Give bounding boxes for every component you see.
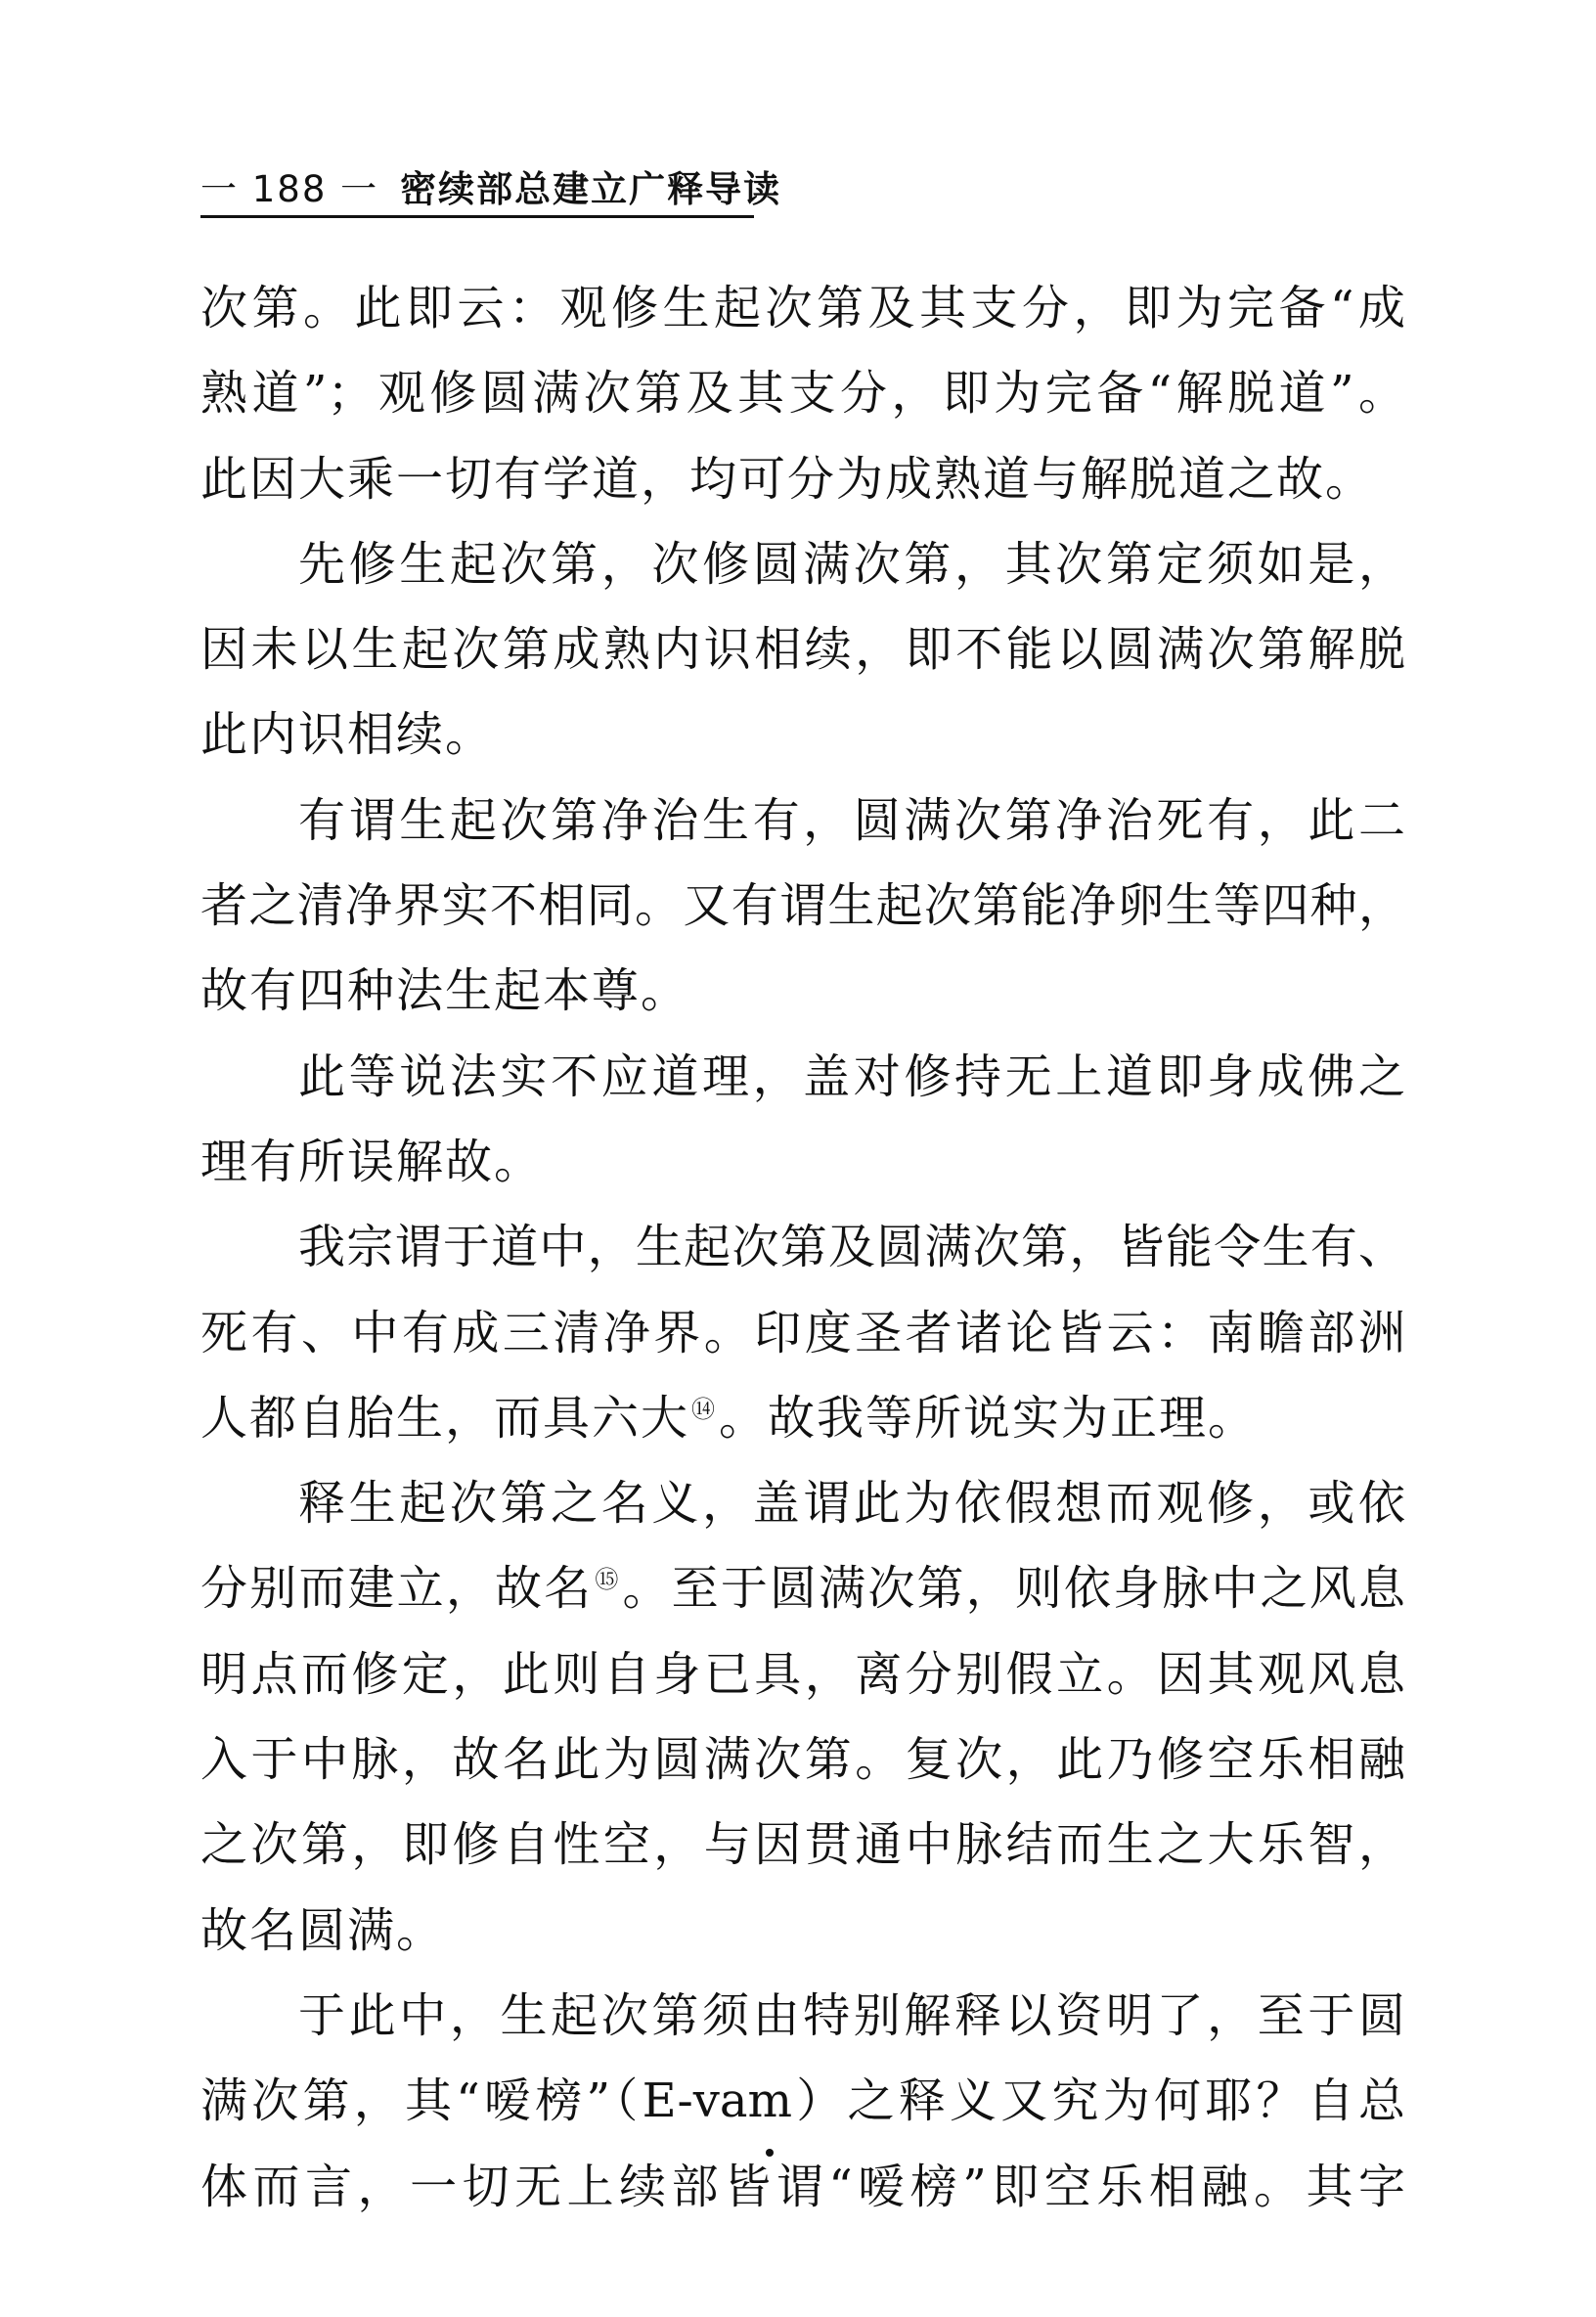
text-line: 者之清净界实不相同。又有谓生起次第能净卵生等四种， (200, 878, 1405, 934)
text-line: 我宗谓于道中，生起次第及圆满次第，皆能令生有、 (298, 1220, 1405, 1275)
text-line: 理有所误解故。 (200, 1134, 544, 1189)
text-segment: ）之释义又究为何耶？自总 (791, 2073, 1405, 2129)
text-line: 次第。此即云：观修生起次第及其支分，即为完备“成 (200, 281, 1405, 335)
dotted-letter: m (747, 2059, 792, 2144)
text-line (200, 1546, 1405, 1631)
text-line: 明点而修定，此则自身已具，离分别假立。因其观风息 (200, 1646, 1405, 1702)
book-title: 密续部总建立广释导读 (400, 168, 782, 210)
text-line: 于此中，生起次第须由特别解释以资明了，至于圆 (298, 1987, 1405, 2043)
text-line: 死有、中有成三清净界。印度圣者诸论皆云：南瞻部洲 (200, 1305, 1405, 1360)
running-head (200, 156, 782, 218)
text-line (200, 1376, 1405, 1461)
footnote-ref-14: ⑭ (691, 1395, 718, 1423)
text-segment: 。至于圆满次第，则依身脉中之风息 (622, 1561, 1405, 1617)
footnote-ref-15: ⑮ (595, 1566, 621, 1594)
body-text (200, 266, 1405, 2230)
text-line: 有谓生起次第净治生有，圆满次第净治死有，此二 (298, 792, 1405, 848)
page-number: 一 188 一 (200, 168, 379, 210)
text-line: 此因大乘一切有学道，均可分为成熟道与解脱道之故。 (200, 451, 1375, 507)
text-segment: 满次第，其“嗳榜”（E-va (200, 2073, 748, 2129)
text-line: 故有四种法生起本尊。 (200, 963, 690, 1019)
text-line (200, 2059, 1405, 2144)
text-line: 先修生起次第，次修圆满次第，其次第定须如是， (298, 536, 1405, 592)
text-line: 此等说法实不应道理，盖对修持无上道即身成佛之 (298, 1048, 1405, 1104)
text-line: 此内识相续。 (200, 707, 495, 763)
text-line: 体而言，一切无上续部皆谓“嗳榜”即空乐相融。其字 (200, 2159, 1405, 2214)
text-line: 之次第，即修自性空，与因贯通中脉结而生之大乐智， (200, 1817, 1405, 1873)
text-segment: 分别而建立，故名 (200, 1561, 594, 1617)
text-segment: 人都自胎生，而具六大 (200, 1390, 690, 1446)
text-line: 熟道”；观修圆满次第及其支分，即为完备“解脱道”。 (200, 366, 1405, 422)
text-segment: 。故我等所说实为正理。 (719, 1390, 1258, 1446)
text-line: 入于中脉，故名此为圆满次第。复次，此乃修空乐相融 (200, 1732, 1405, 1788)
text-line: 释生起次第之名义，盖谓此为依假想而观修，或依 (298, 1476, 1405, 1532)
text-line: 故名圆满。 (200, 1902, 446, 1958)
text-line: 因未以生起次第成熟内识相续，即不能以圆满次第解脱 (200, 622, 1405, 678)
